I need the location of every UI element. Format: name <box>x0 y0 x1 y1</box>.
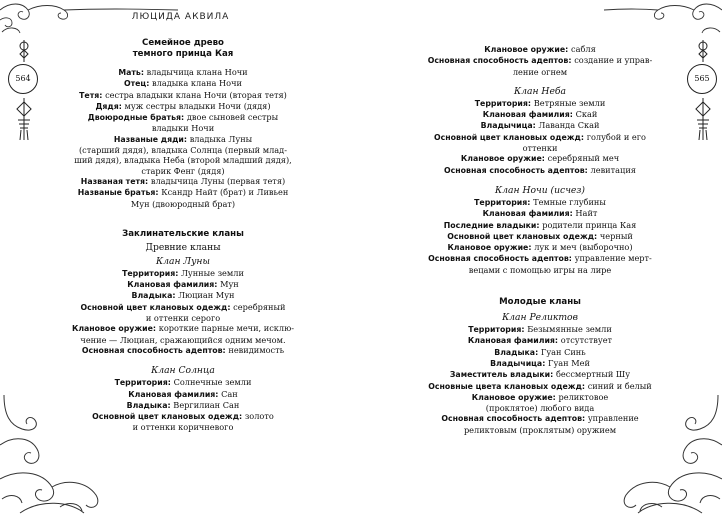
entry-line <box>48 134 318 145</box>
entry-value: Мун (двоюродный брат) <box>130 198 236 209</box>
entry-value: двое сыновей сестры <box>186 112 279 123</box>
entry-value: сабля <box>570 44 596 54</box>
entry-line <box>48 112 318 123</box>
entry-line <box>48 302 318 313</box>
entry-value: Лаванда Скай <box>538 120 600 131</box>
entry-value: и оттенки серого <box>145 313 221 324</box>
entry-label: Отец: <box>124 79 153 89</box>
entry-value: Вергилиан Сан <box>173 399 240 410</box>
entry-value: серебряный меч <box>547 153 620 164</box>
entry-value: управление мерт- <box>574 253 652 264</box>
entry-line <box>48 313 318 323</box>
entry-label: Заместитель владыки: <box>449 370 556 380</box>
entry-value: Солнечные земли <box>173 377 252 388</box>
entry-line <box>48 323 318 334</box>
entry-value: Найт <box>575 208 598 219</box>
entry-line <box>405 220 675 231</box>
entry-line <box>48 101 318 112</box>
entry-value: левитация <box>590 164 636 175</box>
entry-label: Основной цвет клановых одежд: <box>92 412 245 422</box>
entry-value: Гуан Мей <box>548 357 590 368</box>
entry-label: Клановая фамилия: <box>128 389 222 399</box>
entry-value: ший дядя), владыка Неба (второй младший дядя), <box>74 155 292 166</box>
entry-line <box>405 67 675 77</box>
entry-line <box>405 413 675 424</box>
entry-value: владыки Ночи <box>151 123 215 134</box>
entry-line <box>48 290 318 301</box>
entry-line <box>405 403 675 413</box>
entry-value: владыка клана Ночи <box>152 78 242 89</box>
clan-sun-details <box>48 377 318 432</box>
entry-value: синий и белый <box>587 380 652 391</box>
entry-value: Мун <box>220 279 239 290</box>
entry-label: Основная способность адептов: <box>427 56 575 66</box>
entry-label: Клановое оружие: <box>447 243 535 253</box>
entry-line <box>48 166 318 176</box>
entry-value: реликтовое <box>558 391 609 402</box>
entry-line <box>405 381 675 392</box>
entry-line <box>48 199 318 209</box>
entry-label: Территория: <box>114 378 174 388</box>
entry-label: Основная способность адептов: <box>81 345 229 355</box>
entry-label: Территория: <box>474 98 534 108</box>
entry-line <box>48 187 318 198</box>
entry-line <box>405 132 675 143</box>
page-number: 564 <box>8 64 38 94</box>
entry-label: Владычица: <box>490 358 549 368</box>
entry-label: Основные цвета клановых одежд: <box>428 381 588 391</box>
entry-line <box>405 347 675 358</box>
entry-line <box>405 120 675 131</box>
entry-label: Территория: <box>122 268 182 278</box>
clan-title-sun: Клан Солнца <box>151 365 215 377</box>
entry-label: Клановое оружие: <box>460 154 548 164</box>
entry-label: Клановое оружие: <box>484 45 571 54</box>
entry-value: владычица клана Ночи <box>146 67 248 77</box>
clan-title-moon: Клан Луны <box>156 255 210 267</box>
entry-line <box>405 165 675 176</box>
entry-label: Владыка: <box>494 347 541 357</box>
entry-value: Безымянные земли <box>527 324 612 335</box>
entry-line <box>48 78 318 89</box>
entry-value: (проклятое) любого вида <box>485 403 595 414</box>
entry-line <box>48 145 318 155</box>
entry-label: Основная способность адептов: <box>441 414 588 424</box>
entry-label: Последние владыки: <box>443 220 543 230</box>
entry-value: Гуан Синь <box>540 346 586 357</box>
entry-line <box>405 109 675 120</box>
entry-label: Клановое оружие: <box>71 324 159 334</box>
entry-line <box>48 389 318 400</box>
entry-line <box>48 123 318 133</box>
clan-title-relics: Клан Реликтов <box>502 312 578 324</box>
entry-value: голубой и его <box>586 131 646 142</box>
entry-label: Названые братья: <box>77 188 162 198</box>
entry-value: отсутствует <box>560 335 613 346</box>
clan-sky-details <box>405 98 675 176</box>
entry-value: вецами с помощью игры на лире <box>468 264 612 275</box>
entry-value: бессмертный Шу <box>555 369 631 380</box>
entry-label: Дядя: <box>95 101 125 111</box>
entry-line <box>405 335 675 346</box>
entry-value: черный <box>599 230 633 241</box>
entry-line <box>48 268 318 279</box>
entry-label: Основной цвет клановых одежд: <box>434 132 587 142</box>
left-column <box>48 38 318 433</box>
clan-relics-details <box>405 324 675 435</box>
entry-label: Мать: <box>118 68 147 77</box>
entry-line <box>48 155 318 165</box>
entry-label: Клановая фамилия: <box>127 280 221 290</box>
entry-value: невидимость <box>228 344 285 355</box>
entry-value: ление огнем <box>512 66 568 77</box>
family-tree-title-line-2: темного принца Кая <box>132 49 234 59</box>
family-tree-title-line-1: Семейное древо <box>142 38 224 48</box>
entry-line <box>405 98 675 109</box>
entry-line <box>48 279 318 290</box>
entry-line <box>405 143 675 153</box>
entry-line <box>405 358 675 369</box>
ancient-clans-title: Древние кланы <box>145 241 221 253</box>
entry-label: Клановая фамилия: <box>467 336 561 346</box>
entry-value: родители принца Кая <box>542 219 637 230</box>
entry-value: (старший дядя), владыка Солнца (первый млад- <box>78 145 287 156</box>
entry-value: реликтовым (проклятым) оружием <box>463 424 617 435</box>
clan-title-night: Клан Ночи (исчез) <box>495 184 585 196</box>
entry-line <box>48 422 318 432</box>
running-header: ЛЮЦИДА АКВИЛА <box>131 12 230 22</box>
entry-line <box>405 55 675 66</box>
entry-line <box>405 425 675 435</box>
entry-line <box>405 153 675 164</box>
entry-line <box>405 242 675 253</box>
entry-line <box>48 335 318 345</box>
entry-line <box>405 392 675 403</box>
entry-line <box>405 369 675 380</box>
entry-value: золото <box>244 411 274 422</box>
entry-line <box>405 44 675 55</box>
entry-line <box>405 253 675 264</box>
entry-value: и оттенки коричневого <box>132 422 234 433</box>
entry-label: Территория: <box>468 325 528 335</box>
entry-line <box>405 324 675 335</box>
entry-label: Двоюродные братья: <box>87 113 187 123</box>
entry-value: владычица Луны (первая тетя) <box>150 175 286 186</box>
young-clans-title: Молодые кланы <box>499 297 581 308</box>
entry-value: чение — Люциан, сражающийся одним мечом. <box>80 334 286 345</box>
entry-label: Основной цвет клановых одежд: <box>80 302 234 312</box>
entry-label: Названые дяди: <box>113 134 190 144</box>
entry-label: Владыка: <box>131 291 179 301</box>
right-page <box>361 0 722 515</box>
entry-line <box>48 400 318 411</box>
cloud-ornament-top-right <box>602 0 722 40</box>
entry-value: старик Фенг (дядя) <box>141 165 225 176</box>
entry-value: Ксандр Найт (брат) и Ливьен <box>161 187 289 198</box>
entry-line <box>48 90 318 101</box>
entry-line <box>48 377 318 388</box>
cloud-ornament-top-left <box>0 0 180 40</box>
entry-line <box>48 411 318 422</box>
entry-value: сестра владыки клана Ночи (вторая тетя) <box>105 89 287 100</box>
entry-value: муж сестры владыки Ночи (дядя) <box>124 100 271 111</box>
entry-label: Клановая фамилия: <box>482 110 576 120</box>
entry-value: Люциан Мун <box>178 290 235 301</box>
entry-line <box>405 208 675 219</box>
entry-value: Ветряные земли <box>533 97 606 108</box>
clan-night-details <box>405 197 675 275</box>
entry-value: оттенки <box>522 143 558 154</box>
entry-label: Основная способность адептов: <box>444 165 591 175</box>
entry-line <box>405 197 675 208</box>
family-tree-list <box>48 67 318 209</box>
entry-line <box>405 231 675 242</box>
entry-value: Лунные земли <box>181 267 244 278</box>
entry-line <box>405 265 675 275</box>
entry-label: Тетя: <box>79 90 106 100</box>
entry-label: Основная способность адептов: <box>428 254 575 264</box>
entry-line <box>48 67 318 78</box>
entry-line <box>48 176 318 187</box>
clan-sun-details-continued <box>405 44 675 77</box>
entry-value: Сан <box>221 388 238 399</box>
entry-value: серебряный <box>233 301 286 312</box>
entry-value: короткие парные мечи, исклю- <box>158 323 295 334</box>
page-number: 565 <box>687 64 717 94</box>
entry-label: Владычица: <box>480 121 539 131</box>
entry-value: лук и меч (выборочно) <box>534 242 633 253</box>
section-title-clans: Заклинательские кланы <box>122 228 244 239</box>
clan-title-sky: Клан Неба <box>514 85 566 97</box>
entry-value: создание и управ- <box>574 55 653 66</box>
entry-label: Владыка: <box>126 400 174 410</box>
entry-label: Названая тетя: <box>80 176 151 186</box>
entry-value: управление <box>587 413 639 424</box>
entry-label: Территория: <box>474 197 534 207</box>
clan-moon-details <box>48 268 318 356</box>
entry-value: владыка Луны <box>189 133 253 144</box>
entry-line <box>48 345 318 356</box>
entry-label: Клановое оружие: <box>471 392 559 402</box>
entry-label: Клановая фамилия: <box>482 209 576 219</box>
entry-value: Скай <box>575 109 598 120</box>
entry-value: Темные глубины <box>533 196 606 207</box>
entry-label: Основной цвет клановых одежд: <box>447 231 600 241</box>
right-column <box>405 44 675 435</box>
